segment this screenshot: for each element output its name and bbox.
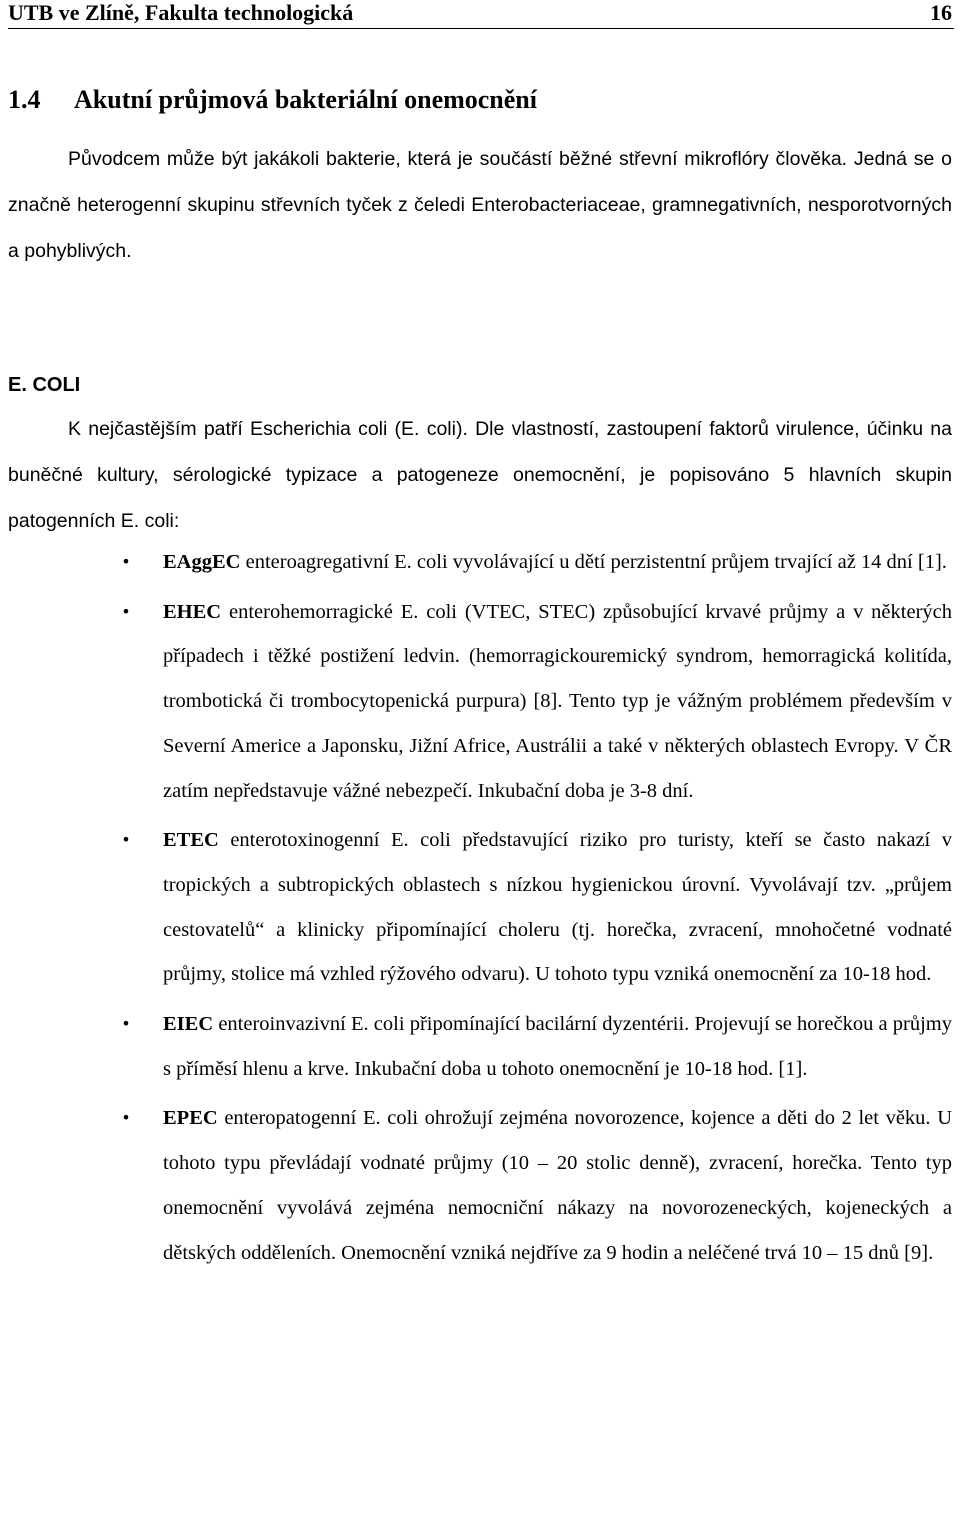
- group-description: enterohemorragické E. coli (VTEC, STEC) způsobující krvavé průjmy a v některých případech i těžké postižení ledvin. (hemorragickouremický syndrom, hemorragická kolitída, trombotická či trombocytopenická purpura) [8]. Tento typ je vážným problémem především v Severní Americe a Japonsku, Jižní Africe, Austrálii a také v některých oblastech Evropy. V ČR zatím nepředstavuje vážné nebezpečí. Inkubační doba je 3-8 dní.: [163, 600, 952, 802]
- pathogen-group-list: [0, 540, 952, 1275]
- header-institution: UTB ve Zlíně, Fakulta technologická: [8, 0, 354, 25]
- group-abbreviation: EHEC: [163, 600, 222, 623]
- group-abbreviation: EPEC: [163, 1107, 218, 1130]
- bullet-icon: •: [121, 1108, 131, 1128]
- intro-paragraph: Původcem může být jakákoli bakterie, která je součástí běžné střevní mikroflóry člověka. Jedná se o značně heterogenní skupinu střevních tyček z čeledi Enterobacteriaceae, gramnegativních, nesporotvorných a pohyblivých.: [8, 148, 952, 262]
- group-abbreviation: EIEC: [163, 1013, 214, 1036]
- bullet-icon: •: [121, 1014, 131, 1034]
- header-page-number: 16: [930, 0, 952, 25]
- group-description: enteropatogenní E. coli ohrožují zejména novorozence, kojence a děti do 2 let věku. U tohoto typu převládají vodnaté průjmy (10 – 20 stolic denně), zvracení, horečka. Tento typ onemocnění vyvolává zejména nemocniční nákazy na novorozeneckých, kojeneckých a dětských odděleních. Onemocnění vzniká nejdříve za 9 hodin a neléčené trvá 10 – 15 dnů [9].: [163, 1107, 952, 1264]
- list-item: [0, 1096, 952, 1275]
- running-header: [8, 0, 954, 29]
- bullet-icon: •: [121, 830, 131, 850]
- section-title: Akutní průjmová bakteriální onemocnění: [74, 85, 537, 114]
- group-description: enteroinvazivní E. coli připomínající bacilární dyzentérii. Projevují se horečkou a průjmy s příměsí hlenu a krve. Inkubační doba u tohoto onemocnění je 10-18 hod. [1].: [163, 1013, 952, 1080]
- list-item: [0, 590, 952, 814]
- bullet-icon: •: [121, 552, 131, 571]
- bullet-icon: •: [121, 601, 131, 621]
- list-item: [0, 540, 952, 585]
- list-item: [0, 818, 952, 997]
- group-abbreviation: EAggEC: [163, 551, 241, 573]
- subsection-paragraph: K nejčastějším patří Escherichia coli (E. coli). Dle vlastností, zastoupení faktorů virulence, účinku na buněčné kultury, sérologické typizace a patogeneze onemocnění, je popisováno 5 hlavních skupin patogenních E. coli:: [8, 418, 952, 532]
- list-item: [0, 1002, 952, 1091]
- group-description: enterotoxinogenní E. coli představující riziko pro turisty, kteří se často nakazí v tropických a subtropických oblastech s nízkou hygienickou úrovní. Vyvolávají tzv. „průjem cestovatelů“ a klinicky připomínající choleru (tj. horečka, zvracení, mnohočetné vodnaté průjmy, stolice má vzhled rýžového odvaru). U tohoto typu vzniká onemocnění za 10-18 hod.: [163, 829, 952, 986]
- section-number: 1.4: [8, 85, 41, 114]
- subsection-title: E. COLI: [8, 374, 81, 396]
- group-abbreviation: ETEC: [163, 829, 219, 852]
- section-heading: [8, 80, 948, 120]
- group-description: enteroagregativní E. coli vyvolávající u dětí perzistentní průjem trvající až 14 dní [1].: [240, 551, 947, 573]
